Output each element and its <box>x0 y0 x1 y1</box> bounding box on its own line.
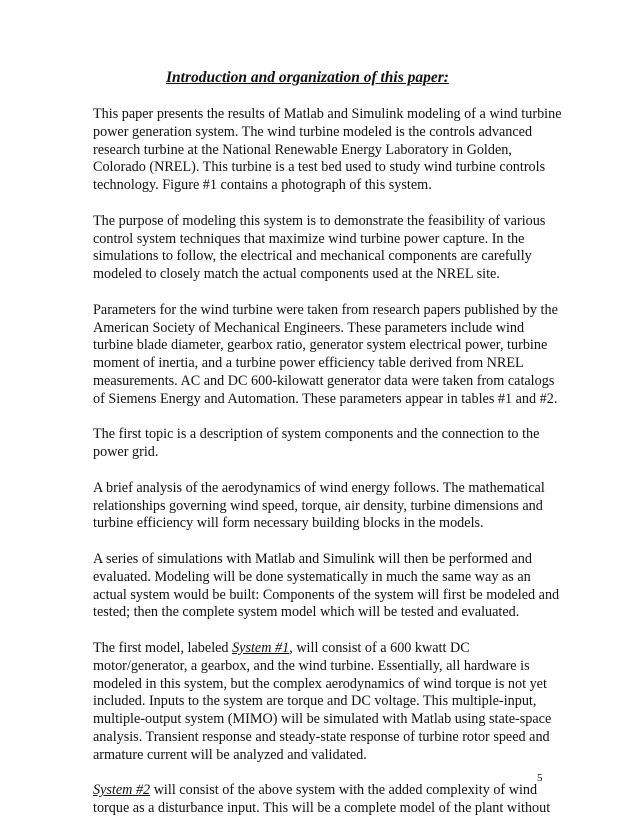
paragraph-first-topic <box>93 426 563 462</box>
paragraph-purpose <box>93 213 563 284</box>
text-line: modeled in this system, but the complex aerodynamics of wind torque is not yet <box>93 675 547 692</box>
text-line: torque as a disturbance input. This will be a complete model of the plant without <box>93 800 551 817</box>
text-line: actual system would be built: Components of the system will first be modeled and <box>93 586 560 603</box>
text-line: A brief analysis of the aerodynamics of wind energy follows. The mathematical <box>93 479 545 496</box>
line-text: The first model, labeled <box>93 639 233 656</box>
text-line: turbine efficiency will form necessary building blocks in the models. <box>93 515 484 532</box>
system-label: System #1 <box>232 639 290 656</box>
body-text <box>93 106 563 836</box>
text-line: modeled to closely match the actual components used at the NREL site. <box>93 266 500 283</box>
line-text: , will consist of a 600 kwatt DC <box>289 639 470 656</box>
text-line: The purpose of modeling this system is to demonstrate the feasibility of various <box>93 212 546 229</box>
paragraph-aerodynamics <box>93 480 563 533</box>
text-line <box>93 782 563 800</box>
paragraph-simulations <box>93 551 563 622</box>
text-line: motor/generator, a gearbox, and the wind turbine. Essentially, all hardware is <box>93 657 530 674</box>
text-line <box>93 640 563 658</box>
paragraph-intro <box>93 106 563 195</box>
text-line: evaluated. Modeling will be done systematically in much the same way as an <box>93 568 531 585</box>
paragraph-parameters <box>93 302 563 409</box>
text-line: relationships governing wind speed, torque, air density, turbine dimensions and <box>93 497 543 514</box>
text-line: Colorado (NREL). This turbine is a test bed used to study wind turbine controls <box>93 159 546 176</box>
text-line: Parameters for the wind turbine were taken from research papers published by the <box>93 301 558 318</box>
paragraph-system-2 <box>93 782 563 818</box>
text-line: control system techniques that maximize wind turbine power capture. In the <box>93 230 525 247</box>
text-line: included. Inputs to the system are torque and DC voltage. This multiple-input, <box>93 693 537 710</box>
text-line: of Siemens Energy and Automation. These parameters appear in tables #1 and #2. <box>93 390 558 407</box>
text-line: American Society of Mechanical Engineers. These parameters include wind <box>93 319 525 336</box>
text-line: moment of inertia, and a turbine power efficiency table derived from NREL <box>93 355 524 372</box>
text-line: analysis. Transient response and steady-state response of turbine rotor speed and <box>93 728 550 745</box>
paragraph-system-1 <box>93 640 563 765</box>
text-line: technology. Figure #1 contains a photograph of this system. <box>93 177 432 194</box>
text-line: research turbine at the National Renewable Energy Laboratory in Golden, <box>93 141 512 158</box>
text-line: multiple-output system (MIMO) will be simulated with Matlab using state-space <box>93 711 552 728</box>
section-heading: Introduction and organization of this paper: <box>166 69 449 86</box>
text-line: turbine blade diameter, gearbox ratio, generator system electrical power, turbine <box>93 337 548 354</box>
page-number: 5 <box>537 772 543 784</box>
text-line: The first topic is a description of system components and the connection to the <box>93 426 540 443</box>
system-label: System #2 <box>93 782 151 799</box>
text-line: A series of simulations with Matlab and Simulink will then be performed and <box>93 550 532 567</box>
text-line: armature current will be analyzed and validated. <box>93 746 367 763</box>
text-line: simulations to follow, the electrical and mechanical components are carefully <box>93 248 532 265</box>
line-text: will consist of the above system with the added complexity of wind <box>150 782 538 799</box>
text-line: power grid. <box>93 444 159 461</box>
text-line: measurements. AC and DC 600-kilowatt generator data were taken from catalogs <box>93 372 555 389</box>
text-line: tested; then the complete system model which will be tested and evaluated. <box>93 604 520 621</box>
text-line: This paper presents the results of Matlab and Simulink modeling of a wind turbine <box>93 106 562 122</box>
text-line: power generation system. The wind turbine modeled is the controls advanced <box>93 123 533 140</box>
